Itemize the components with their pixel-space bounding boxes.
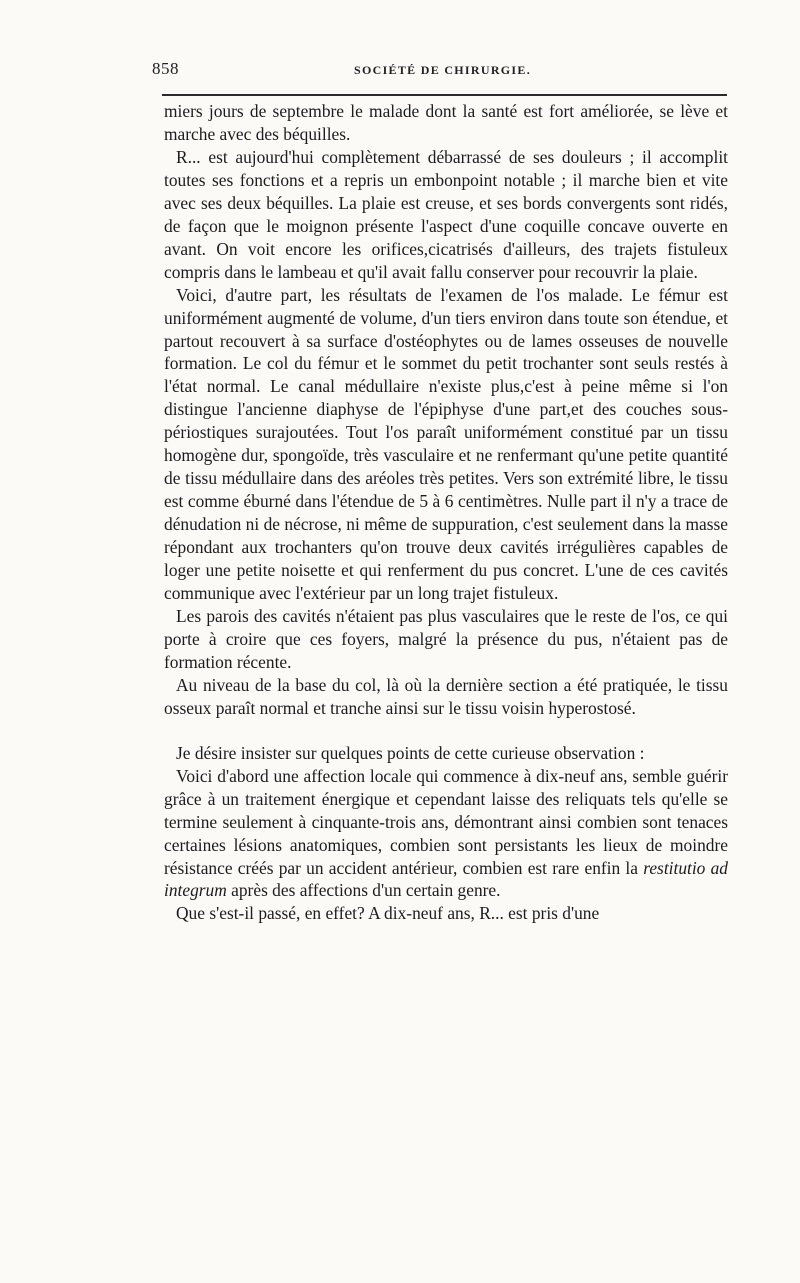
latin-phrase: restitutio ad integrum	[164, 857, 728, 901]
paragraph-5: Au niveau de la base du col, là où la dernière section a été pratiquée, le tissu osseux paraît normal et tranche ainsi sur le tissu voisin hyperostosé.	[164, 674, 728, 718]
paragraph-8: Que s'est-il passé, en effet? A dix-neuf ans, R... est pris d'une	[176, 903, 600, 924]
running-head: SOCIÉTÉ DE CHIRURGIE.	[354, 63, 532, 77]
page-number: 858	[152, 59, 179, 78]
header-rule	[162, 94, 727, 96]
paragraph-6: Je désire insister sur quelques points de cette curieuse observation :	[176, 742, 645, 763]
paragraph-gap	[164, 720, 728, 742]
paragraph-7	[164, 765, 728, 903]
paragraph-2: R... est aujourd'hui complètement débarrassé de ses douleurs ; il accomplit toutes ses fonctions et a repris un embonpoint notable ; il marche bien et vite avec ses deux béquilles. La plaie est creuse, et ses bords convergents sont ridés, de façon que le moignon présente l'aspect d'une coquille concave ouverte en avant. On voit encore les orifices,cicatrisés d'ailleurs, des trajets fistuleux compris dans le lambeau et qu'il avait fallu conserver pour recouvrir la plaie.	[164, 146, 728, 282]
paragraph-4: Les parois des cavités n'étaient pas plus vasculaires que le reste de l'os, ce qui porte à croire que ces foyers, malgré la présence du pus, n'étaient pas de formation récente.	[164, 605, 728, 672]
paragraph-7-end: après des affections d'un certain genre.	[226, 880, 501, 901]
page-header	[152, 55, 728, 83]
paragraph-7-start: Voici d'abord une affection locale qui commence à dix-neuf ans, semble guérir grâce à un traitement énergique et cependant laisse des reliquats tels qu'elle se termine seulement à cinquante-trois ans, démontrant ainsi combien sont tenaces certaines lésions anatomiques, combien sont persistants les lieux de moindre résistance créés par un accident antérieur, combien est rare enfin la	[164, 765, 728, 878]
paragraph-3: Voici, d'autre part, les résultats de l'examen de l'os malade. Le fémur est uniformément augmenté de volume, d'un tiers environ dans toute son étendue, et partout recouvert à sa surface d'ostéophytes ou de lames osseuses de nouvelle formation. Le col du fémur et le sommet du petit trochanter sont seuls restés à l'état normal. Le canal médullaire n'existe plus,c'est à peine même si l'on distingue l'ancienne diaphyse de l'épiphyse d'une part,et des couches sous-périostiques surajoutées. Tout l'os paraît uniformément constitué par un tissu homogène dur, spongoïde, très vasculaire et ne renfermant qu'une petite quantité de tissu médullaire dans des aréoles très petites. Vers son extrémité libre, le tissu est comme éburné dans l'étendue de 5 à 6 centimètres. Nulle part il n'y a trace de dénudation ni de nécrose, ni même de suppuration, c'est seulement dans la masse répondant aux trochanters qu'on trouve deux cavités irrégulières capables de loger une petite noisette et qui renferment du pus concret. L'une de ces cavités communique avec l'extérieur par un long trajet fistuleux.	[164, 284, 728, 604]
paragraph-1: miers jours de septembre le malade dont la santé est fort améliorée, se lève et marche avec des béquilles.	[164, 101, 728, 144]
body-text	[164, 100, 728, 925]
